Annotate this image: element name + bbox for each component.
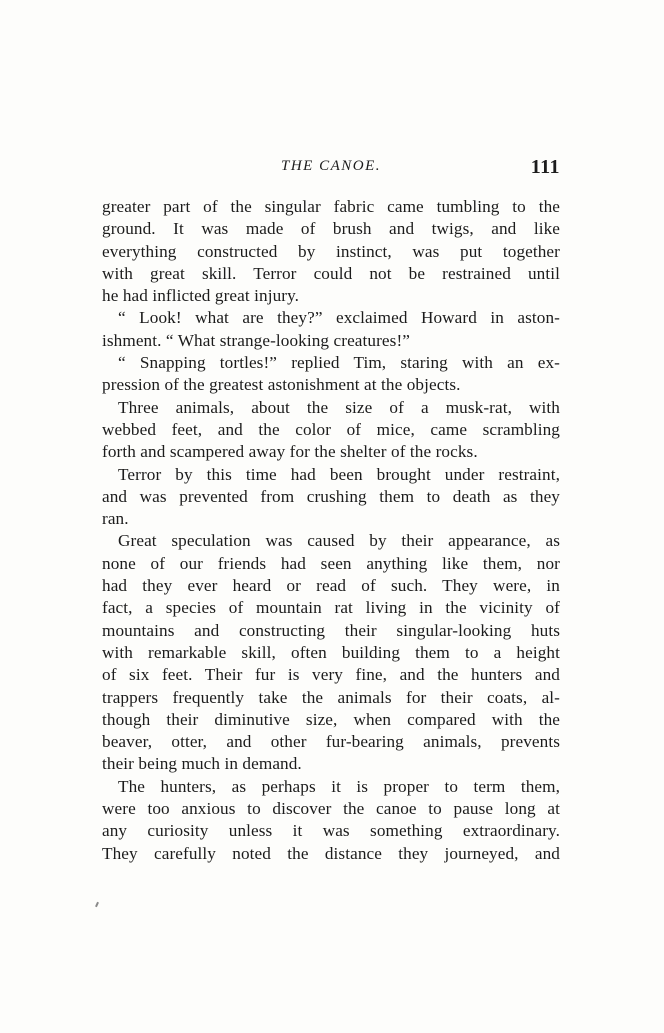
text-line: Three animals, about the size of a musk-rat, with	[118, 397, 560, 417]
text-line: fact, a species of mountain rat living in the vicinity of	[102, 598, 560, 618]
text-line: webbed feet, and the color of mice, came scrambling	[102, 419, 560, 439]
text-line: pression of the greatest astonishment at the objects.	[102, 375, 461, 395]
text-line: “ Snapping tortles!” replied Tim, staring with an ex-	[118, 353, 560, 373]
chapter-title: THE CANOE.	[280, 158, 381, 174]
text-line: he had inflicted great injury.	[102, 286, 300, 306]
page-number: 111	[530, 156, 560, 178]
text-line: The hunters, as perhaps it is proper to term them,	[118, 776, 560, 796]
text-line: with great skill. Terror could not be restrained until	[102, 263, 560, 283]
text-line: beaver, otter, and other fur-bearing animals, prevents	[102, 732, 560, 752]
text-line: and was prevented from crushing them to death as they	[102, 486, 560, 506]
text-line: ground. It was made of brush and twigs, and like	[102, 219, 560, 239]
text-line: trappers frequently take the animals for their coats, al-	[102, 687, 560, 707]
stray-mark	[95, 902, 99, 907]
text-line: mountains and constructing their singular-looking huts	[102, 620, 560, 640]
text-line: none of our friends had seen anything like them, nor	[102, 553, 560, 573]
text-line: of six feet. Their fur is very fine, and the hunters and	[102, 665, 560, 685]
text-line: any curiosity unless it was something extraordinary.	[102, 821, 560, 841]
text-line: Terror by this time had been brought under restraint,	[118, 464, 560, 484]
text-line: with remarkable skill, often building them to a height	[102, 642, 560, 662]
text-line: were too anxious to discover the canoe to pause long at	[102, 799, 560, 819]
text-line: ishment. “ What strange-looking creatures!”	[102, 330, 410, 350]
text-line: greater part of the singular fabric came tumbling to the	[102, 197, 560, 216]
running-head	[102, 158, 560, 184]
text-line: though their diminutive size, when compared with the	[102, 709, 560, 729]
text-line: everything constructed by instinct, was put together	[102, 241, 560, 261]
body-text	[102, 196, 560, 865]
text-line: ran.	[102, 509, 129, 529]
text-line: their being much in demand.	[102, 754, 302, 774]
text-line: forth and scampered away for the shelter of the rocks.	[102, 442, 478, 462]
text-line: “ Look! what are they?” exclaimed Howard in aston-	[118, 308, 560, 328]
text-line: had they ever heard or read of such. They were, in	[102, 576, 560, 596]
text-line: Great speculation was caused by their appearance, as	[118, 531, 560, 551]
text-line: They carefully noted the distance they journeyed, and	[102, 843, 560, 863]
